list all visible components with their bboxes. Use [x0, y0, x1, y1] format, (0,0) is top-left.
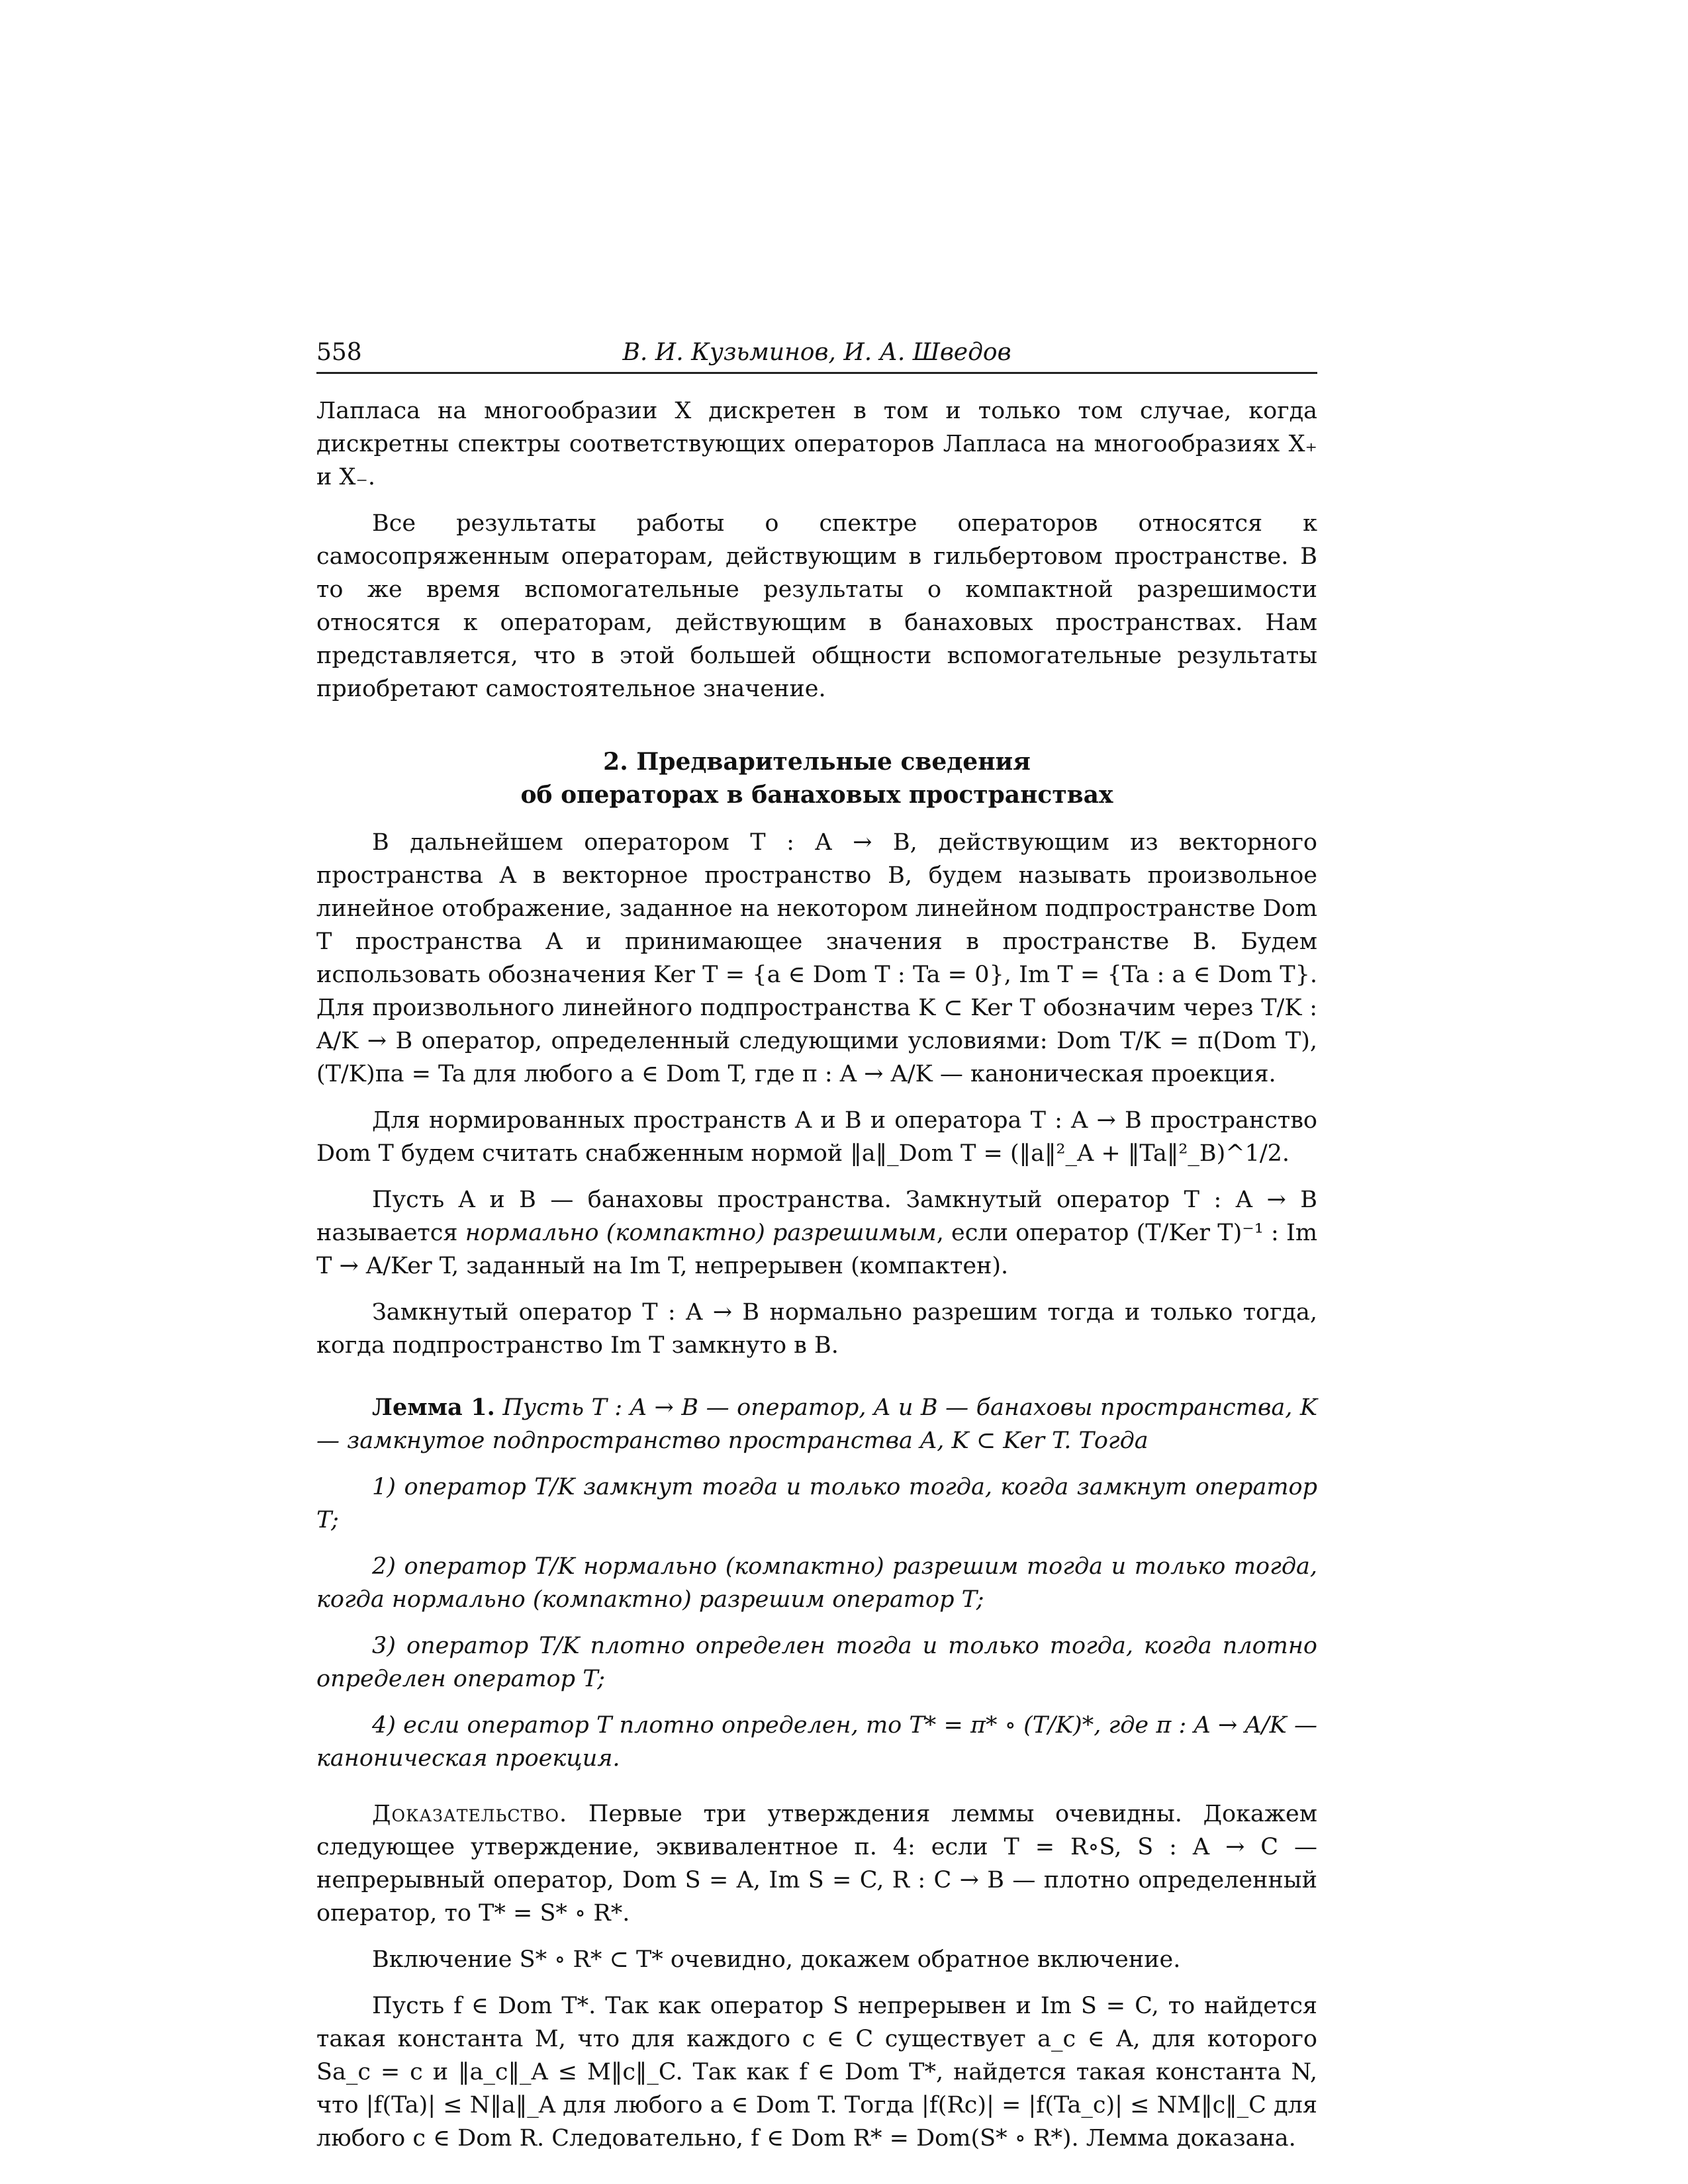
proof-paragraph: Пусть f ∈ Dom T*. Так как оператор S непрерывен и Im S = C, то найдется такая константа M, что для каждого c ∈ C существует a_c ∈ A, для которого Sa_c = c и ‖a_c‖_A ≤ M‖c‖_C. Так как f ∈ Dom T*, найдется такая константа N, что |f(Ta)| ≤ N‖a‖_A для любого a ∈ Dom T. Тогда |f(Rc)| = |f(Ta_c)| ≤ NM‖c‖_C для любого c ∈ Dom R. Следовательно, f ∈ Dom R* = Dom(S* ∘ R*). Лемма доказана.: [316, 1993, 1317, 2152]
section-title: [316, 745, 1317, 811]
lemma-statement: [316, 1391, 1317, 1457]
definition-term: нормально (компактно) разрешимым: [465, 1220, 937, 1246]
lemma-text: Пусть T : A → B — оператор, A и B — банаховы пространства, K — замкнутое подпространство пространства A, K ⊂ Ker T. Тогда: [316, 1394, 1317, 1454]
paragraph: В дальнейшем оператором T : A → B, действующим из векторного пространства A в векторное пространство B, будем называть произвольное линейное отображение, заданное на некотором линейном подпространстве Dom T пространства A и принимающее значения в пространстве B. Будем использовать обозначения Ker T = {a ∈ Dom T : Ta = 0}, Im T = {Ta : a ∈ Dom T}. Для произвольного линейного подпространства K ⊂ Ker T обозначим через T/K : A/K → B оператор, определенный следующими условиями: Dom T/K = π(Dom T), (T/K)πa = Ta для любого a ∈ Dom T, где π : A → A/K — каноническая проекция.: [316, 829, 1317, 1087]
lemma-label: Лемма 1.: [372, 1394, 495, 1421]
paragraph-text: Пусть A и B — банаховы пространства. Замкнутый оператор T : A → B называется: [316, 1187, 1317, 1246]
paragraph: Для нормированных пространств A и B и оператора T : A → B пространство Dom T будем считать снабженным нормой ‖a‖_Dom T = (‖a‖²_A + ‖Ta‖²_B)^1/2.: [316, 1107, 1317, 1167]
paragraph: Замкнутый оператор T : A → B нормально разрешим тогда и только тогда, когда подпространство Im T замкнуто в B.: [316, 1299, 1317, 1359]
proof-paragraph: [316, 1797, 1317, 1930]
main-text: [316, 394, 1317, 2155]
running-header: [316, 335, 1317, 374]
lemma-item: 2) оператор T/K нормально (компактно) разрешим тогда и только тогда, когда нормально (компактно) разрешим оператор T;: [316, 1553, 1317, 1613]
page-number: 558: [316, 339, 362, 366]
proof-text: Первые три утверждения леммы очевидны. Докажем следующее утверждение, эквивалентное п. 4: если T = R∘S, S : A → C — непрерывный оператор, Dom S = A, Im S = C, R : C → B — плотно определенный оператор, то T* = S* ∘ R*.: [316, 1801, 1317, 1927]
running-authors: В. И. Кузьминов, И. А. Шведов: [622, 339, 1011, 366]
paragraph-text: , если оператор (T/Ker T)⁻¹ : Im T → A/Ker T, заданный на Im T, непрерывен (компактен).: [316, 1220, 1318, 1279]
paragraph: Все результаты работы о спектре операторов относятся к самосопряженным операторам, действующим в гильбертовом пространстве. В то же время вспомогательные результаты о компактной разрешимости относятся к операторам, действующим в банаховых пространствах. Нам представляется, что в этой большей общности вспомогательные результаты приобретают самостоятельное значение.: [316, 510, 1317, 702]
lemma-item: 3) оператор T/K плотно определен тогда и только тогда, когда плотно определен оператор T;: [316, 1633, 1317, 1692]
lemma-item: 4) если оператор T плотно определен, то T* = π* ∘ (T/K)*, где π : A → A/K — каноническая проекция.: [316, 1712, 1317, 1772]
paragraph: [316, 1183, 1317, 1283]
section-title-line-2: об операторах в банаховых пространствах: [520, 781, 1113, 809]
section-title-line-1: 2. Предварительные сведения: [603, 748, 1031, 776]
proof-label: Доказательство.: [372, 1801, 568, 1827]
paragraph: Лапласа на многообразии X дискретен в том и только том случае, когда дискретны спектры соответствующих операторов Лапласа на многообразиях X₊ и X₋.: [316, 398, 1317, 490]
proof-paragraph: Включение S* ∘ R* ⊂ T* очевидно, докажем обратное включение.: [372, 1946, 1181, 1973]
lemma-item: 1) оператор T/K замкнут тогда и только тогда, когда замкнут оператор T;: [316, 1474, 1317, 1533]
